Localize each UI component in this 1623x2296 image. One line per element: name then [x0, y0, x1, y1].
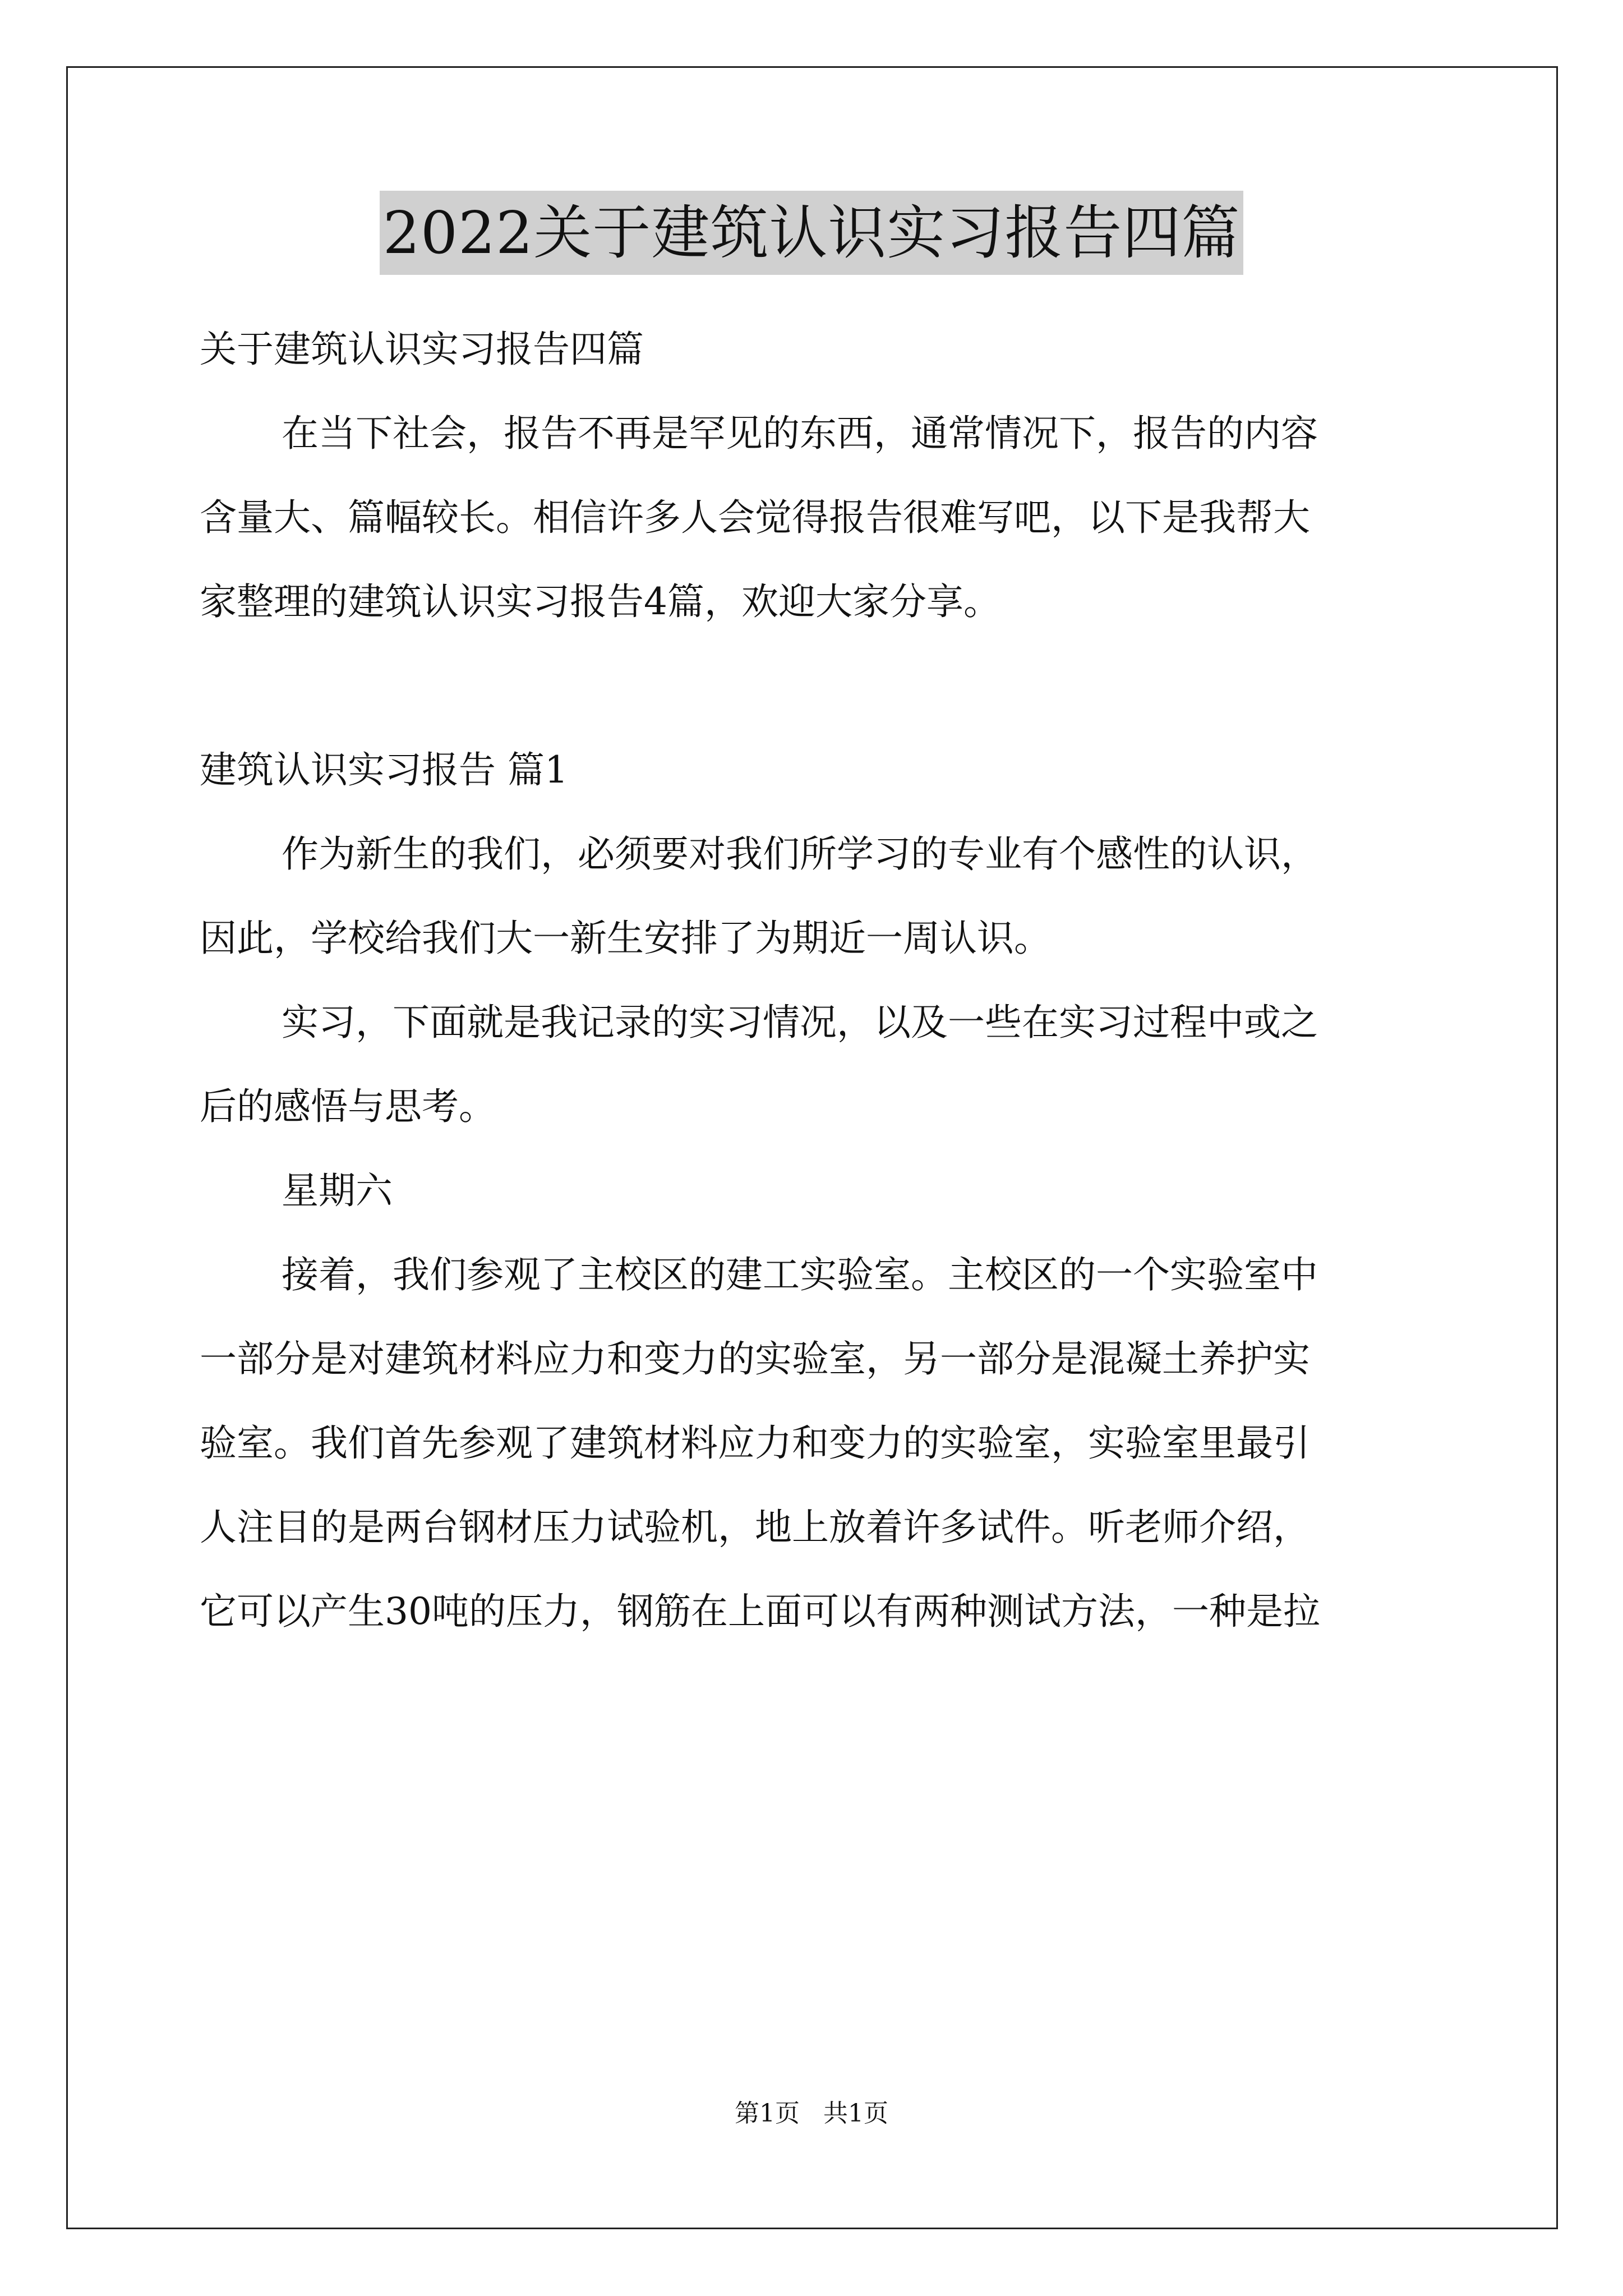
page-number-total: 共1页: [823, 2099, 888, 2128]
page-footer: [0, 2097, 1623, 2131]
title-container: [0, 191, 1623, 275]
paragraph-line: 验室。我们首先参观了建筑材料应力和变力的实验室，实验室里最引: [200, 1421, 1310, 1465]
document-body: [200, 307, 1433, 1654]
subtitle-line: 关于建筑认识实习报告四篇: [200, 328, 644, 371]
paragraph-line: 家整理的建筑认识实习报告4篇，欢迎大家分享。: [200, 580, 1000, 623]
paragraph-line: 因此，学校给我们大一新生安排了为期近一周认识。: [200, 917, 1051, 960]
paragraph-line: 后的感悟与思考。: [200, 1085, 496, 1128]
blank-line: [200, 644, 1433, 728]
paragraph-line: 它可以产生30吨的压力，钢筋在上面可以有两种测试方法，一种是拉: [200, 1590, 1320, 1633]
paragraph-line: 含量大、篇幅较长。相信许多人会觉得报告很难写吧，以下是我帮大: [200, 496, 1310, 539]
paragraph-line: 人注目的是两台钢材压力试验机，地上放着许多试件。听老师介绍，: [200, 1506, 1310, 1549]
paragraph-line: 一部分是对建筑材料应力和变力的实验室，另一部分是混凝土养护实: [200, 1337, 1310, 1381]
paragraph-line: 接着，我们参观了主校区的建工实验室。主校区的一个实验室中: [282, 1253, 1318, 1296]
paragraph-line: 在当下社会，报告不再是罕见的东西，通常情况下，报告的内容: [282, 412, 1318, 455]
paragraph-line: 作为新生的我们，必须要对我们所学习的专业有个感性的认识，: [282, 832, 1318, 876]
paragraph-line: 实习，下面就是我记录的实习情况，以及一些在实习过程中或之: [282, 1001, 1318, 1044]
page-number-current: 第1页: [735, 2099, 800, 2128]
section-heading: 建筑认识实习报告 篇1: [200, 748, 568, 792]
day-heading: 星期六: [282, 1169, 393, 1212]
document-title: 2022关于建筑认识实习报告四篇: [380, 191, 1244, 275]
